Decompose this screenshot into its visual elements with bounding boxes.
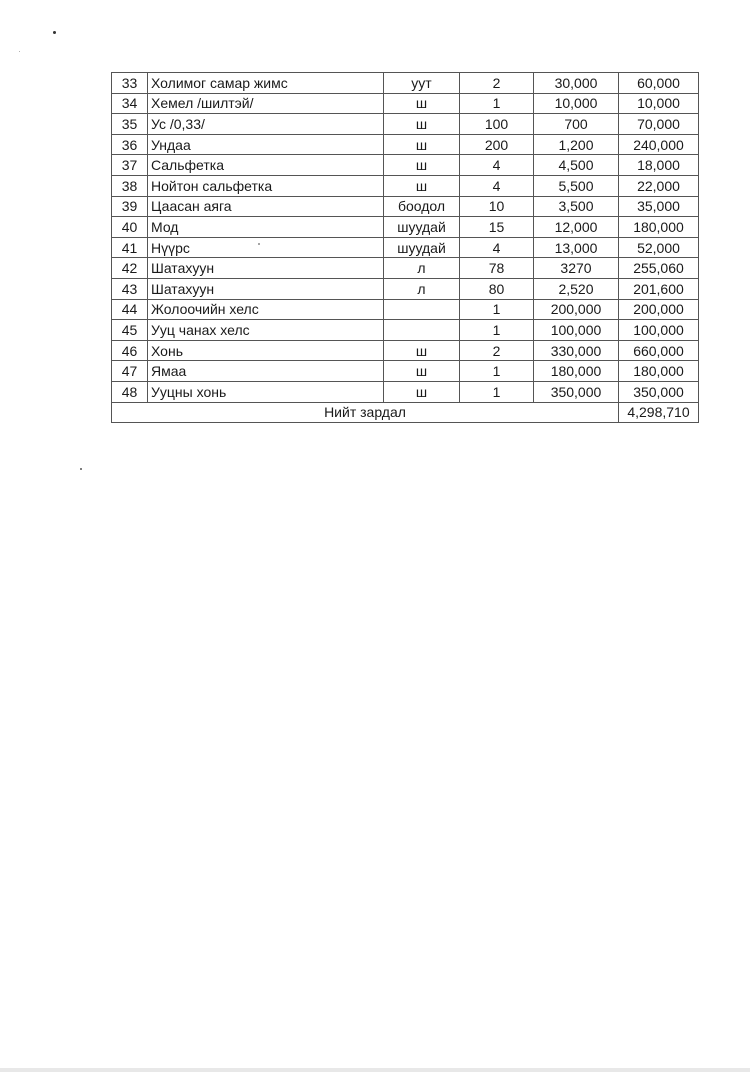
item-unit-price: 4,500: [534, 155, 619, 176]
row-number: 45: [112, 320, 148, 341]
item-total: 100,000: [619, 320, 699, 341]
table-row: [112, 237, 699, 258]
item-quantity: 2: [460, 73, 534, 94]
row-number: 38: [112, 175, 148, 196]
item-unit: л: [384, 278, 460, 299]
item-unit: боодол: [384, 196, 460, 217]
item-unit-price: 5,500: [534, 175, 619, 196]
item-total: 52,000: [619, 237, 699, 258]
item-name: Нойтон сальфетка: [148, 175, 384, 196]
item-name: Жолоочийн хелс: [148, 299, 384, 320]
item-name: Мод: [148, 217, 384, 238]
item-unit: ш: [384, 155, 460, 176]
row-number: 48: [112, 381, 148, 402]
item-name: Ундаа: [148, 134, 384, 155]
item-unit-price: 350,000: [534, 381, 619, 402]
item-unit: шуудай: [384, 237, 460, 258]
item-unit: уут: [384, 73, 460, 94]
item-unit-price: 13,000: [534, 237, 619, 258]
item-quantity: 1: [460, 93, 534, 114]
item-total: 240,000: [619, 134, 699, 155]
item-name: Холимог самар жимс: [148, 73, 384, 94]
item-total: 18,000: [619, 155, 699, 176]
item-total: 200,000: [619, 299, 699, 320]
item-name: Ууц чанах хелс: [148, 320, 384, 341]
item-total: 660,000: [619, 340, 699, 361]
item-unit: ш: [384, 361, 460, 382]
item-unit-price: 12,000: [534, 217, 619, 238]
total-row: [112, 402, 699, 423]
item-total: 201,600: [619, 278, 699, 299]
table-row: [112, 114, 699, 135]
row-number: 39: [112, 196, 148, 217]
table-row: [112, 278, 699, 299]
table-row: [112, 217, 699, 238]
item-unit: ш: [384, 134, 460, 155]
item-unit-price: 10,000: [534, 93, 619, 114]
item-unit-price: 100,000: [534, 320, 619, 341]
row-number: 33: [112, 73, 148, 94]
item-unit: ш: [384, 381, 460, 402]
item-total: 10,000: [619, 93, 699, 114]
item-name: Ууцны хонь: [148, 381, 384, 402]
table-row: [112, 175, 699, 196]
item-quantity: 1: [460, 381, 534, 402]
item-total: 180,000: [619, 361, 699, 382]
row-number: 34: [112, 93, 148, 114]
item-name: Хемел /шилтэй/: [148, 93, 384, 114]
item-total: 22,000: [619, 175, 699, 196]
scan-speck: [80, 468, 82, 470]
scan-speck: [19, 51, 20, 52]
item-quantity: 4: [460, 237, 534, 258]
table-row: [112, 361, 699, 382]
item-unit: [384, 320, 460, 341]
table-row: [112, 258, 699, 279]
item-unit: ш: [384, 175, 460, 196]
item-unit: [384, 299, 460, 320]
item-quantity: 1: [460, 320, 534, 341]
table-row: [112, 340, 699, 361]
table-row: [112, 381, 699, 402]
item-unit: шуудай: [384, 217, 460, 238]
item-unit-price: 700: [534, 114, 619, 135]
item-total: 350,000: [619, 381, 699, 402]
row-number: 44: [112, 299, 148, 320]
item-unit: л: [384, 258, 460, 279]
table-row: [112, 299, 699, 320]
item-total: 70,000: [619, 114, 699, 135]
item-quantity: 10: [460, 196, 534, 217]
row-number: 46: [112, 340, 148, 361]
table-row: [112, 320, 699, 341]
row-number: 37: [112, 155, 148, 176]
row-number: 47: [112, 361, 148, 382]
row-number: 41: [112, 237, 148, 258]
item-unit: ш: [384, 340, 460, 361]
row-number: 43: [112, 278, 148, 299]
expense-table-body: [112, 73, 699, 403]
item-unit-price: 180,000: [534, 361, 619, 382]
table-row: [112, 196, 699, 217]
row-number: 40: [112, 217, 148, 238]
item-unit-price: 2,520: [534, 278, 619, 299]
item-unit: ш: [384, 93, 460, 114]
item-total: 255,060: [619, 258, 699, 279]
item-name: Нүүрс: [148, 237, 384, 258]
item-total: 60,000: [619, 73, 699, 94]
item-name: Хонь: [148, 340, 384, 361]
item-unit-price: 30,000: [534, 73, 619, 94]
item-quantity: 200: [460, 134, 534, 155]
item-quantity: 4: [460, 175, 534, 196]
scan-speck: [53, 31, 56, 34]
table-row: [112, 155, 699, 176]
item-name: Шатахуун: [148, 278, 384, 299]
item-total: 35,000: [619, 196, 699, 217]
item-name: Ус /0,33/: [148, 114, 384, 135]
expense-table: [111, 72, 699, 423]
total-label: Нийт зардал: [112, 402, 619, 423]
table-row: [112, 134, 699, 155]
item-name: Сальфетка: [148, 155, 384, 176]
table-row: [112, 73, 699, 94]
item-quantity: 78: [460, 258, 534, 279]
grand-total-value: 4,298,710: [619, 402, 699, 423]
row-number: 35: [112, 114, 148, 135]
item-unit-price: 1,200: [534, 134, 619, 155]
item-quantity: 2: [460, 340, 534, 361]
item-total: 180,000: [619, 217, 699, 238]
scan-edge: [0, 1068, 750, 1072]
item-quantity: 15: [460, 217, 534, 238]
item-unit-price: 200,000: [534, 299, 619, 320]
item-unit-price: 3,500: [534, 196, 619, 217]
item-quantity: 4: [460, 155, 534, 176]
item-quantity: 100: [460, 114, 534, 135]
item-name: Шатахуун: [148, 258, 384, 279]
table-row: [112, 93, 699, 114]
item-name: Цаасан аяга: [148, 196, 384, 217]
item-unit-price: 330,000: [534, 340, 619, 361]
item-name: Ямаа: [148, 361, 384, 382]
item-quantity: 80: [460, 278, 534, 299]
item-unit-price: 3270: [534, 258, 619, 279]
item-unit: ш: [384, 114, 460, 135]
item-quantity: 1: [460, 299, 534, 320]
row-number: 36: [112, 134, 148, 155]
item-quantity: 1: [460, 361, 534, 382]
row-number: 42: [112, 258, 148, 279]
